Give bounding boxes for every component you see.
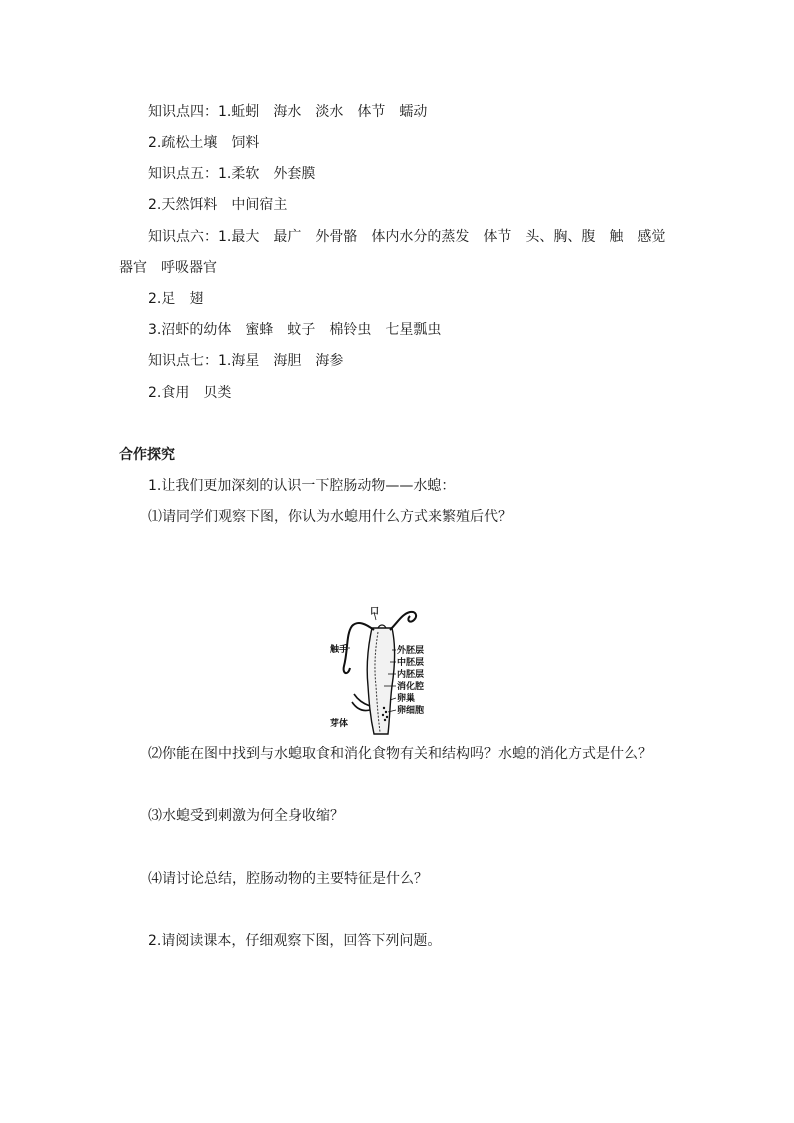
- label-bud: 芽体: [330, 719, 349, 729]
- hydra-body: [367, 628, 394, 734]
- tentacle-right: [390, 612, 416, 630]
- answer-kp7-line2: 2.食用 贝类: [148, 385, 232, 401]
- answer-kp4-line2: 2.疏松土壤 饲料: [148, 135, 260, 151]
- section-heading: 合作探究: [119, 447, 175, 463]
- answer-kp7-line1: 知识点七：1.海星 海胆 海参: [148, 353, 344, 369]
- question-1: 1.让我们更加深刻的认识一下腔肠动物——水螅：: [148, 478, 456, 494]
- bud: [352, 694, 370, 711]
- label-endoderm: 内胚层: [397, 670, 425, 680]
- answer-kp6-line1b: 器官 呼吸器官: [119, 260, 217, 276]
- answer-kp5-line2: 2.天然饵料 中间宿主: [148, 197, 288, 213]
- question-1-2: ⑵你能在图中找到与水螅取食和消化食物有关和结构吗？水螅的消化方式是什么？: [148, 746, 652, 762]
- question-1-4: ⑷请讨论总结，腔肠动物的主要特征是什么？: [148, 871, 428, 887]
- label-ovary: 卵巢: [397, 694, 416, 704]
- label-digestive: 消化腔: [397, 682, 425, 692]
- label-ectoderm: 外胚层: [397, 646, 425, 656]
- label-tentacle: 触手: [330, 645, 349, 655]
- label-mesoglea: 中胚层: [397, 658, 425, 668]
- question-2: 2.请阅读课本，仔细观察下图，回答下列问题。: [148, 933, 442, 949]
- answer-kp5-line1: 知识点五：1.柔软 外套膜: [148, 166, 316, 182]
- answer-kp4-line1: 知识点四：1.蚯蚓 海水 淡水 体节 蠕动: [148, 104, 428, 120]
- label-mouth: 口: [370, 607, 380, 617]
- answer-kp6-line1a: 知识点六：1.最大 最广 外骨骼 体内水分的蒸发 体节 头、胸、腹 触 感觉: [148, 229, 666, 245]
- question-1-1: ⑴请同学们观察下图，你认为水螅用什么方式来繁殖后代？: [148, 509, 512, 525]
- question-1-3: ⑶水螅受到刺激为何全身收缩？: [148, 808, 344, 824]
- hydra-diagram: [326, 606, 458, 736]
- answer-kp6-line3: 3.沼虾的幼体 蜜蜂 蚊子 棉铃虫 七星瓢虫: [148, 322, 442, 338]
- answer-kp6-line2: 2.足 翅: [148, 291, 204, 307]
- label-egg: 卵细胞: [397, 706, 425, 716]
